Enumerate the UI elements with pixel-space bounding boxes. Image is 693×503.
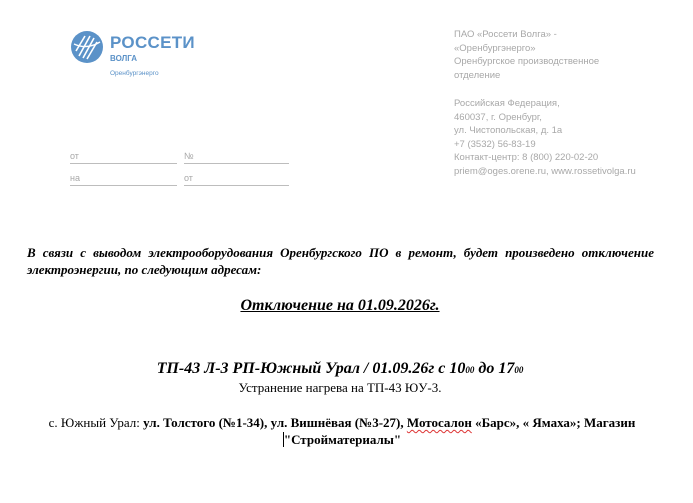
ref-from-label: от	[184, 173, 193, 183]
org-address-line: ул. Чистопольская, д. 1а	[454, 125, 563, 136]
organization-details	[454, 28, 684, 178]
org-email-web: priem@oges.orene.ru, www.rossetivolga.ru	[454, 165, 636, 177]
outage-reason: Устранение нагрева на ТП-43 ЮУ-3.	[238, 380, 442, 395]
intro-paragraph: В связи с выводом электрооборудования Оренбургского ПО в ремонт, будет произведено отключение электроэнергии, по следующим адресам:	[27, 245, 654, 277]
ref-from-line	[184, 185, 289, 186]
address-store: "Стройматериалы"	[283, 432, 402, 447]
org-phone: +7 (3532) 56-83-19	[454, 138, 536, 150]
ref-date-line	[70, 163, 177, 164]
org-name-line: ПАО «Россети Волга» -	[454, 29, 557, 40]
org-contact-center: Контакт-центр: 8 (800) 220-02-20	[454, 152, 599, 163]
rosseti-emblem-icon	[70, 30, 104, 64]
outage-start-minutes: 00	[465, 365, 475, 375]
address-shops: «Барс», « Ямаха»; Магазин	[471, 415, 636, 430]
org-address-line: 460037, г. Оренбург,	[454, 111, 542, 123]
outage-main: ТП-43 Л-3 РП-Южный Урал / 01.09.26г с 10	[156, 360, 466, 377]
address-paragraph	[27, 414, 657, 448]
org-name-line: отделение	[454, 69, 501, 81]
ref-number-line	[184, 163, 289, 164]
ref-to-line	[70, 185, 177, 186]
ref-to-label: на	[70, 173, 80, 183]
outage-line	[0, 360, 680, 378]
address-locality: с. Южный Урал:	[48, 415, 144, 430]
company-logo	[70, 30, 195, 82]
logo-branch: Оренбургэнерго	[110, 70, 159, 77]
logo-name: РОССЕТИ	[110, 33, 195, 52]
address-streets: ул. Толстого (№1-34), ул. Вишнёвая (№3-27),	[143, 415, 407, 430]
org-name-line: «Оренбургэнерго»	[454, 42, 536, 54]
outage-end-minutes: 00	[514, 365, 524, 375]
ref-date-label: от	[70, 151, 79, 161]
logo-subtitle: ВОЛГА	[110, 54, 138, 63]
ref-number-label: №	[184, 151, 194, 161]
outage-mid: до 17	[474, 360, 515, 377]
address-moto: Мотосалон	[406, 415, 472, 430]
org-address-line: Российская Федерация,	[454, 98, 560, 109]
org-name-line: Оренбургское производственное	[454, 56, 600, 67]
outage-heading: Отключение на 01.09.2026г.	[240, 297, 440, 314]
